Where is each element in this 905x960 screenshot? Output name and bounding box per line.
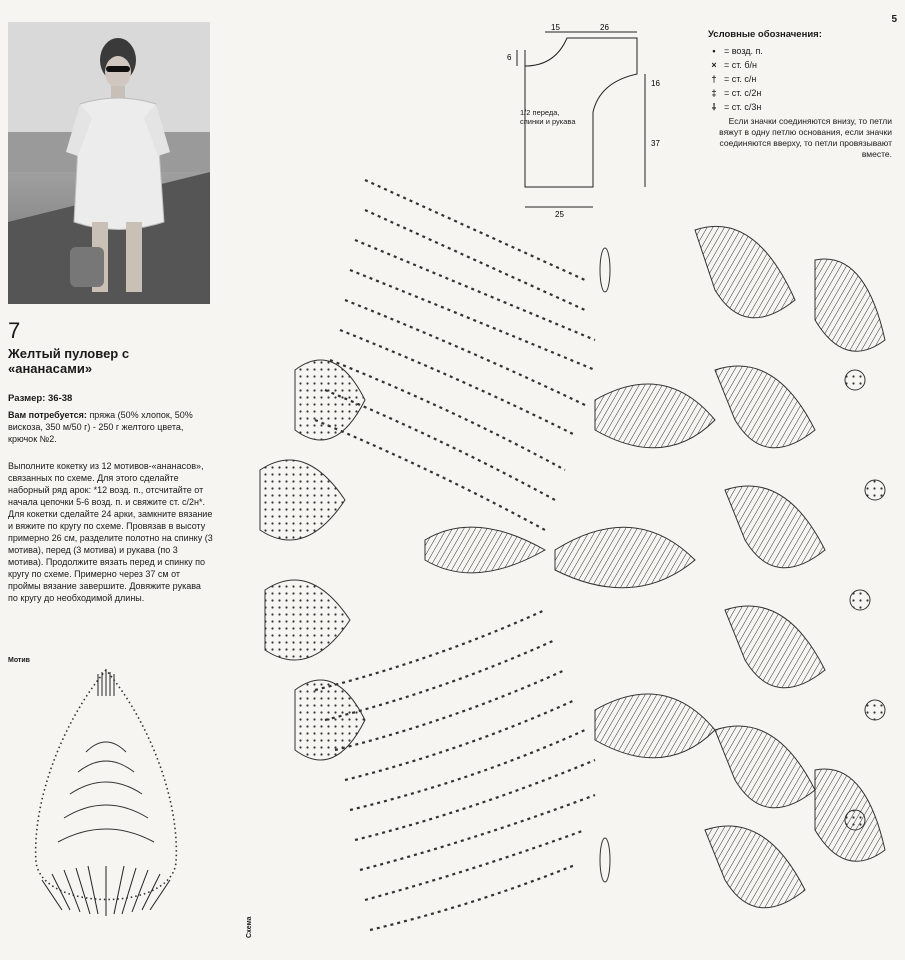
dim-right-upper: 16 xyxy=(651,79,660,88)
legend-symbol: ⸸ xyxy=(711,102,717,112)
legend-item xyxy=(708,100,898,114)
size-line: Размер: 36-38 xyxy=(8,393,73,404)
motif-diagram xyxy=(22,662,190,930)
page-number: 5 xyxy=(891,14,897,25)
motif-label: Мотив xyxy=(8,657,30,664)
legend-item-label: = ст. б/н xyxy=(724,60,758,70)
legend-title: Условные обозначения: xyxy=(708,29,822,40)
crochet-chart xyxy=(255,170,905,955)
legend-symbol: ‡ xyxy=(711,88,717,98)
legend-item xyxy=(708,72,898,86)
schematic-center-label: 1/2 переда, спинки и рукава xyxy=(520,108,576,126)
legend-symbol: † xyxy=(711,74,717,84)
legend-symbol: × xyxy=(711,60,717,70)
legend-item-label: = возд. п. xyxy=(724,46,763,56)
schema-label: Схема xyxy=(246,916,253,938)
legend xyxy=(708,28,898,160)
materials-label: Вам потребуется: xyxy=(8,410,87,420)
dim-bottom: 25 xyxy=(555,210,564,219)
legend-item-label: = ст. с/2н xyxy=(724,88,762,98)
legend-item xyxy=(708,58,898,72)
legend-symbol: • xyxy=(712,46,716,56)
dim-top-right: 26 xyxy=(600,23,609,32)
pattern-title: Желтый пуловер с «ананасами» xyxy=(8,346,130,376)
legend-note: Если значки соединяются внизу, то петли вяжут в одну петлю основания, если значки соединяются вверху, то петли провязывают вместе. xyxy=(719,116,892,159)
model-photo-illustration xyxy=(8,22,210,304)
dim-top-left: 15 xyxy=(551,23,560,32)
legend-item-label: = ст. с/3н xyxy=(724,102,762,112)
pattern-number: 7 xyxy=(8,318,21,343)
legend-item-label: = ст. с/н xyxy=(724,74,757,84)
model-photo xyxy=(8,22,210,304)
instructions: Выполните кокетку из 12 мотивов-«ананасов», связанных по схеме. Для этого сделайте наборный ряд арок: *12 возд. п., отсчитайте от начала цепочки 5-6 возд. п. и свяжите ст. с/2н*. Для кокетки сделайте 24 арки, замкните вязание и вяжите по кругу по схеме. Провязав в высоту примерно 26 см, разделите полотно на спинку (3 мотива), перед (3 мотива) и рукава (по 3 мотива). Продолжите вязать перед и спинку по кругу по схеме. Примерно через 37 см от проймы вязание завершите. Довяжите рукава по кругу до необходимой длины. xyxy=(8,461,213,603)
dim-left: 6 xyxy=(507,53,512,62)
materials-text: пряжа (50% хлопок, 50% вискоза, 350 м/50 г) - 250 г желтого цвета, крючок №2. xyxy=(8,410,193,444)
dim-right-lower: 37 xyxy=(651,139,660,148)
legend-item xyxy=(708,44,898,58)
legend-item xyxy=(708,86,898,100)
materials xyxy=(8,409,213,445)
